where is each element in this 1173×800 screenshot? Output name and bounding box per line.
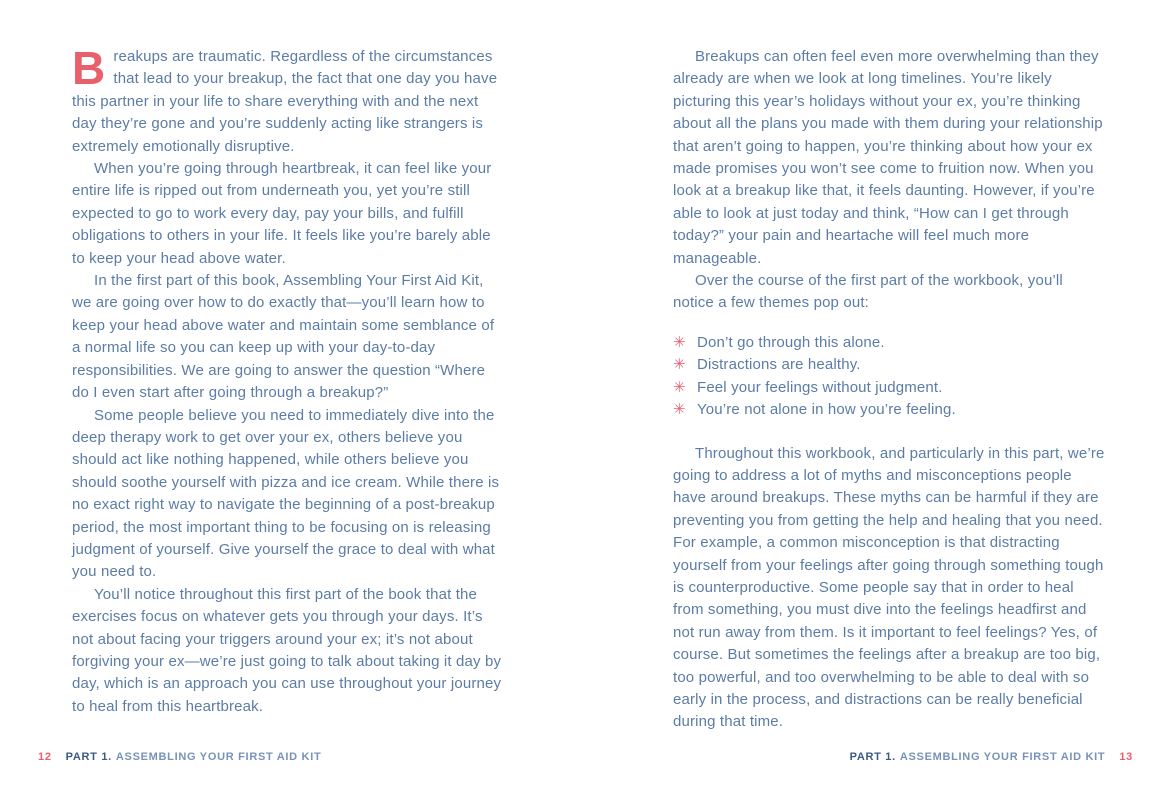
asterisk-icon: ✳ [673, 356, 686, 374]
paragraph: Some people believe you need to immediately dive into the deep therapy work to get over your ex, others believe you should act like nothing happened, while others believe you should soothe yourself with pizza and ice cream. While there is no exact right way to navigate the beginning of a post-breakup period, the most important thing to be focusing on is releasing judgment of yourself. Give yourself the grace to deal with what you need to. [72, 406, 500, 581]
paragraph: You’ll notice throughout this first part of the book that the exercises focus on whatever gets you through your days. It’s not about facing your triggers around your ex; it’s not about forgiving your ex—we’re just going to talk about taking it day by day, which is an approach you can use throughout your journey to heal from this heartbreak. [72, 585, 502, 715]
paragraph: Throughout this workbook, and particularly in this part, we’re going to address a lot of myths and misconceptions people have around breakups. These myths can be harmful if they are preventing you from getting the help and healing that you need. For example, a common misconception is that distracting yourself from your feelings after going through something tough is counterproductive. Some people say that in order to heal from something, you must dive into the feelings headfirst and not run away from them. Is it important to feel feelings? Yes, of course. But sometimes the feelings after a breakup are too big, too powerful, and too overwhelming to be able to deal with so early in the process, and distractions can be really beneficial during that time. [673, 444, 1105, 731]
asterisk-icon: ✳ [673, 401, 686, 419]
drop-cap: B [72, 42, 106, 94]
left-body-text [72, 42, 502, 718]
page-right [587, 0, 1173, 800]
part-title: ASSEMBLING YOUR FIRST AID KIT [899, 751, 1106, 763]
list-item-text: Distractions are healthy. [697, 356, 861, 374]
theme-list [673, 332, 1105, 422]
footer-right [850, 751, 1133, 763]
right-body-text [673, 46, 1105, 734]
part-label: PART 1. [849, 751, 896, 763]
list-item [673, 377, 1105, 399]
paragraph: When you’re going through heartbreak, it can feel like your entire life is ripped out from underneath you, yet you’re still expected to go to work every day, pay your bills, and fulfill obligations to others in your life. It feels like you’re barely able to keep your head above water. [72, 160, 492, 267]
paragraph: Breakups can often feel even more overwhelming than they already are when we look at long timelines. You’re likely picturing this year’s holidays without your ex, you’re thinking about all the plans you made with them during your relationship that aren’t going to happen, you’re thinking about how your ex made promises you won’t see come to fruition now. When you look at a breakup like that, it feels daunting. However, if you’re able to look at just today and think, “How can I get through today?” your pain and heartache will feel much more manageable. [673, 48, 1103, 267]
paragraph: In the first part of this book, Assembling Your First Aid Kit, we are going over how to do exactly that—you’ll learn how to keep your head above water and maintain some semblance of a normal life so you can keep up with your day-to-day responsibilities. We are going to answer the question “Where do I even start after going through a breakup?” [72, 272, 495, 402]
part-title: ASSEMBLING YOUR FIRST AID KIT [115, 751, 322, 763]
list-item [673, 354, 1105, 376]
part-label: PART 1. [65, 751, 112, 763]
paragraph-text: reakups are traumatic. Regardless of the circumstances that lead to your breakup, the fact that one day you have this partner in your life to share everything with and the next day they’re gone and you’re suddenly acting like strangers is extremely emotionally disruptive. [72, 48, 498, 155]
list-item-text: Feel your feelings without judgment. [697, 378, 943, 396]
page-left [0, 0, 586, 800]
list-item-text: Don’t go through this alone. [697, 333, 885, 351]
list-item [673, 332, 1105, 354]
page-number: 13 [1119, 751, 1133, 763]
footer-left [38, 751, 321, 763]
asterisk-icon: ✳ [673, 333, 686, 351]
paragraph [72, 42, 502, 158]
list-item-text: You’re not alone in how you’re feeling. [697, 401, 956, 419]
paragraph: Over the course of the first part of the workbook, you’ll notice a few themes pop out: [673, 272, 1063, 312]
page-number: 12 [38, 751, 52, 763]
list-item [673, 399, 1105, 421]
asterisk-icon: ✳ [673, 378, 686, 396]
